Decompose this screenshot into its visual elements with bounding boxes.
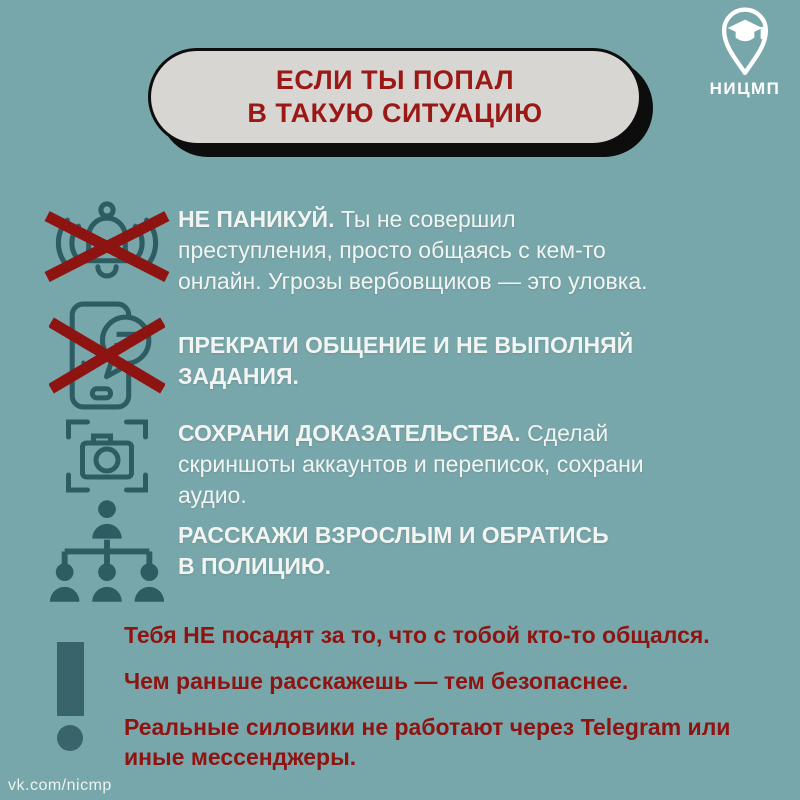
advice-item-tell-adults <box>36 498 660 602</box>
advice-text <box>178 298 660 392</box>
advice-lead: СОХРАНИ ДОКАЗАТЕЛЬСТВА. <box>178 420 521 446</box>
warning-line: Тебя НЕ посадят за то, что с тобой кто-то общался. <box>124 622 710 648</box>
advice-text <box>178 196 660 297</box>
logo <box>700 6 790 99</box>
advice-lead: НЕ ПАНИКУЙ. <box>178 206 335 232</box>
advice-item-no-panic <box>36 196 660 297</box>
phone-chat-crossed-icon <box>36 298 178 414</box>
advice-lead: РАССКАЖИ ВЗРОСЛЫМ И ОБРАТИСЬ В ПОЛИЦИЮ. <box>178 522 609 579</box>
advice-rest: Ты не совершил преступления, просто общаясь с кем-то онлайн. Угрозы вербовщиков — это уловка. <box>178 206 648 294</box>
people-hierarchy-icon <box>36 498 178 602</box>
advice-item-stop-contact <box>36 298 660 414</box>
advice-rest: Сделай скриншоты аккаунтов и переписок, сохрани аудио. <box>178 420 644 508</box>
title-banner <box>148 48 642 146</box>
exclamation-dot <box>57 725 83 751</box>
screenshot-camera-icon <box>36 410 178 502</box>
exclamation-mark-icon <box>50 642 90 788</box>
warning-line: Реальные силовики не работают через Telegram или иные мессенджеры. <box>124 714 731 770</box>
exclamation-bar <box>57 642 84 716</box>
watermark: vk.com/nicmp <box>8 777 112 794</box>
advice-lead: ПРЕКРАТИ ОБЩЕНИЕ И НЕ ВЫПОЛНЯЙ ЗАДАНИЯ. <box>178 332 634 389</box>
no-panic-bell-crossed-icon <box>36 196 178 294</box>
title-line-2: В ТАКУЮ СИТУАЦИЮ <box>247 98 543 128</box>
advice-item-save-evidence <box>36 410 660 511</box>
warning-section <box>50 620 744 788</box>
warning-line: Чем раньше расскажешь — тем безопаснее. <box>124 668 629 694</box>
warning-lines <box>124 620 744 788</box>
advice-text <box>178 410 660 511</box>
advice-text <box>178 498 660 582</box>
map-pin-graduation-cap-icon <box>716 6 774 78</box>
title-line-1: ЕСЛИ ТЫ ПОПАЛ <box>275 65 515 95</box>
logo-text: НИЦМП <box>709 79 781 98</box>
